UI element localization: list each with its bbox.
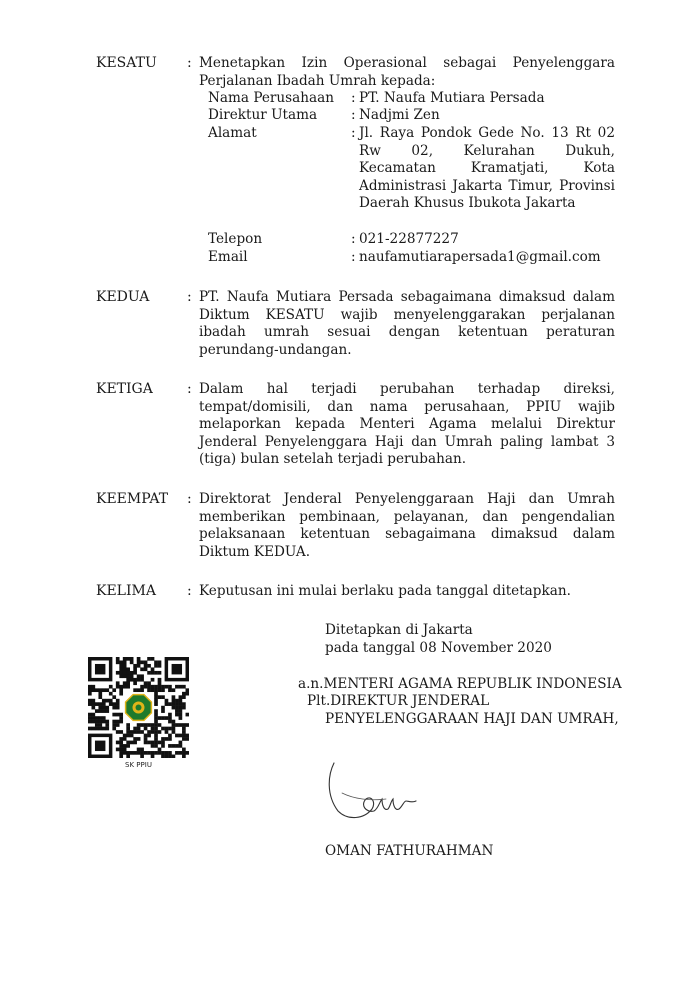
signature-date: pada tanggal 08 November 2020: [325, 640, 552, 656]
field-label-company: Nama Perusahaan: [208, 90, 334, 106]
signature-title-line2: Plt.DIREKTUR JENDERAL: [307, 693, 490, 709]
handwritten-signature: [320, 755, 420, 825]
diktum-label-kedua: KEDUA: [96, 289, 150, 305]
field-value-address: Jl. Raya Pondok Gede No. 13 Rt 02 Rw 02, Kelurahan Dukuh, Kecamatan Kramatjati, Kota Administrasi Jakarta Timur, Provinsi Daerah Khusus Ibukota Jakarta: [359, 125, 615, 212]
diktum-colon: :: [187, 381, 192, 397]
diktum-keempat-text: Direktorat Jenderal Penyelenggaraan Haji dan Umrah memberikan pembinaan, pelayanan, dan pengendalian pelaksanaan ketentuan sebagaimana dimaksud dalam Diktum KEDUA.: [199, 491, 615, 560]
diktum-kedua-text: PT. Naufa Mutiara Persada sebagaimana dimaksud dalam Diktum KESATU wajib menyelenggarakan perjalanan ibadah umrah sesuai dengan ketentuan peraturan perundang-undangan.: [199, 289, 615, 358]
field-label-phone: Telepon: [208, 231, 263, 247]
field-colon: :: [351, 90, 356, 106]
field-value-phone: 021-22877227: [359, 231, 459, 247]
field-colon: :: [351, 249, 356, 265]
field-value-company: PT. Naufa Mutiara Persada: [359, 90, 545, 106]
field-value-email: naufamutiarapersada1@gmail.com: [359, 249, 601, 265]
intro-line-1: Menetapkan Izin Operasional sebagai Penyelenggara: [199, 55, 615, 71]
diktum-ketiga-text: Dalam hal terjadi perubahan terhadap direksi, tempat/domisili, dan nama perusahaan, PPIU wajib melaporkan kepada Menteri Agama melalui Direktur Jenderal Penyelenggara Haji dan Umrah paling lambat 3 (tiga) bulan setelah terjadi perubahan.: [199, 381, 615, 468]
qr-caption: SK PPIU: [125, 761, 152, 769]
qr-code: [88, 657, 189, 758]
diktum-colon: :: [187, 289, 192, 305]
diktum-colon: :: [187, 55, 192, 71]
field-label-address: Alamat: [208, 125, 257, 141]
signature-title-line3: PENYELENGGARAAN HAJI DAN UMRAH,: [325, 711, 619, 727]
diktum-kesatu-intro: [199, 55, 615, 90]
diktum-label-kelima: KELIMA: [96, 583, 156, 599]
signature-title-line1: a.n.MENTERI AGAMA REPUBLIK INDONESIA: [298, 676, 622, 692]
field-value-director: Nadjmi Zen: [359, 107, 440, 123]
field-colon: :: [351, 107, 356, 123]
diktum-label-kesatu: KESATU: [96, 55, 157, 71]
signatory-name: OMAN FATHURAHMAN: [325, 843, 494, 859]
field-colon: :: [351, 125, 356, 141]
field-label-email: Email: [208, 249, 248, 265]
qr-code-image: [88, 657, 189, 758]
signature-place: Ditetapkan di Jakarta: [325, 622, 473, 638]
diktum-label-ketiga: KETIGA: [96, 381, 153, 397]
kemenag-emblem-icon: [126, 695, 152, 721]
field-label-director: Direktur Utama: [208, 107, 318, 123]
diktum-kelima-text: Keputusan ini mulai berlaku pada tanggal ditetapkan.: [199, 583, 571, 599]
diktum-colon: :: [187, 491, 192, 507]
intro-line-2: Perjalanan Ibadah Umrah kepada:: [199, 72, 436, 89]
field-colon: :: [351, 231, 356, 247]
diktum-colon: :: [187, 583, 192, 599]
diktum-label-keempat: KEEMPAT: [96, 491, 169, 507]
